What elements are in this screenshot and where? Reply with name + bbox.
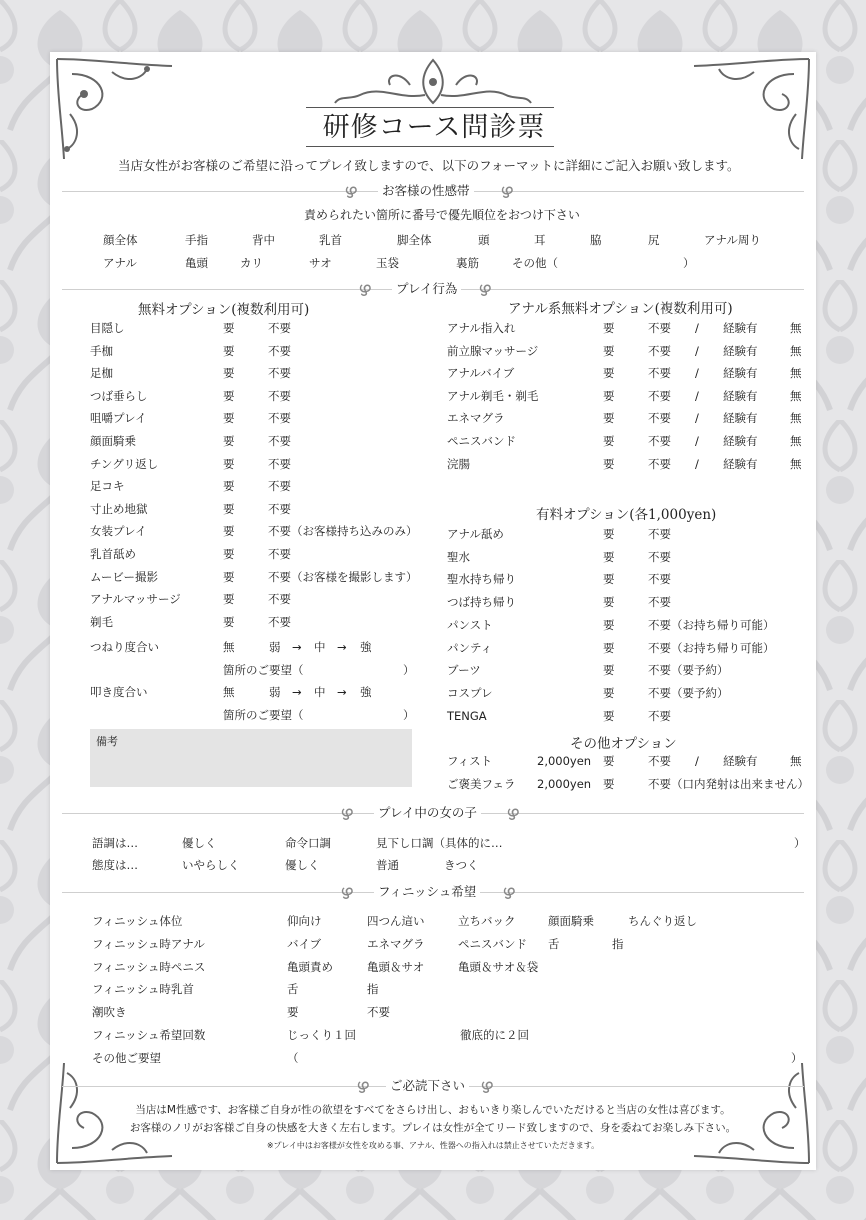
note-line-small: ※プレイ中はお客様が女性を攻める事、アナル、性器への指入れは禁止させていただきます。 [266,1141,600,1150]
erogenous-option[interactable]: 耳 [534,233,546,247]
option-no[interactable]: 不要 [268,456,291,471]
finish-option[interactable]: 要 [287,1005,299,1020]
erogenous-option[interactable]: 玉袋 [376,256,399,270]
other-options-title: その他オプション [570,736,677,752]
option-yes[interactable]: 要 [603,640,615,655]
finish-option[interactable]: エネマグラ [367,936,425,951]
option-yes[interactable]: 要 [603,456,615,471]
option-no[interactable]: 不要 [268,501,291,516]
option-no[interactable]: 不要 [648,456,671,471]
option-no[interactable]: 不要 [268,547,291,561]
free-option-name: 寸止め地獄 [90,501,148,516]
free-option-name: 咀嚼プレイ [90,411,147,426]
option-no[interactable]: 不要（口内発射は出来ません） [648,777,809,791]
option-no[interactable]: 不要（お客様持ち込みのみ） [268,524,418,539]
option-none[interactable]: 無 [790,411,802,426]
corner-ornament-top-left [52,54,182,164]
free-option-name: 剃毛 [90,614,113,629]
free-option-name: 目隠し [90,321,125,335]
finish-option[interactable]: 四つん這い [367,914,425,928]
pinch-place-label[interactable]: 箇所のご要望（ [223,663,304,677]
finish-option[interactable]: 立ちバック [458,914,516,928]
option-no[interactable]: 不要 [648,366,671,381]
erogenous-option[interactable]: 脚全体 [397,233,432,247]
finish-option[interactable]: 亀頭責め [287,959,333,974]
slash: / [695,388,699,403]
other-option-price: 2,000yen [537,754,592,768]
finish-row-label: フィニッシュ時ペニス [92,959,206,974]
option-yes[interactable]: 要 [223,366,235,381]
note-line: お客様のノリがお客様ご自身の快感を大きく左右します。プレイは女性が全てリード致しますので、身を委ねてお楽しみ下さい。 [129,1122,737,1134]
option-experienced[interactable]: 経験有 [723,388,758,403]
paid-option-name: パンスト [447,617,493,632]
option-no[interactable]: 不要 [648,527,671,541]
finish-row-label: フィニッシュ希望回数 [92,1028,206,1042]
swirl-left-icon: ഴ [358,277,371,301]
arrow-icon: → [337,685,347,699]
swirl-left-icon: ഴ [340,880,353,904]
swirl-right-icon: ഴ [500,179,513,203]
arrow-icon: → [292,640,302,654]
finish-option[interactable]: 徹底的に２回 [460,1028,529,1042]
erogenous-option[interactable]: 背中 [252,233,275,247]
option-no[interactable]: 不要 [268,321,291,335]
option-no[interactable]: 不要 [268,614,291,629]
intro-text: 当店女性がお客様のご希望に沿ってプレイ致しますので、以下のフォーマットに詳細にご記入お願い致します。 [118,158,740,173]
corner-ornament-top-right [684,54,814,164]
option-no[interactable]: 不要 [648,572,671,587]
option-none[interactable]: 無 [790,434,802,448]
option-no[interactable]: 不要 [268,434,291,448]
finish-option[interactable]: 顔面騎乗 [548,914,594,928]
title-rule-top [306,107,554,108]
paid-option-name: ブーツ [447,663,481,678]
erogenous-instruction: 責められたい箇所に番号で優先順位をおつけ下さい [304,208,580,222]
attitude-option[interactable]: 優しく [285,858,320,872]
free-option-name: 手枷 [90,343,113,358]
free-options-title: 無料オプション(複数利用可) [138,302,310,318]
free-option-name: アナルマッサージ [90,592,181,607]
finish-option[interactable]: じっくり１回 [287,1028,356,1042]
pinch-place-close: ） [403,663,415,677]
tone-label: 語調は… [92,836,138,850]
arrow-icon: → [292,685,302,699]
option-yes[interactable]: 要 [603,663,615,678]
erogenous-option[interactable]: 亀頭 [185,256,208,270]
finish-option[interactable]: ちんぐり返し [628,914,697,928]
erogenous-other-close: ） [683,256,695,270]
swirl-right-icon: ഴ [478,277,491,301]
memo-label: 備考 [96,735,118,748]
finish-option[interactable]: ペニスバンド [458,936,527,951]
option-yes[interactable]: 要 [603,595,615,610]
erogenous-option[interactable]: 頭 [478,233,490,247]
option-experienced[interactable]: 経験有 [723,456,758,471]
free-option-name: 足コキ [90,479,125,494]
option-yes[interactable]: 要 [223,321,235,335]
option-no[interactable]: 不要 [268,479,291,494]
option-yes[interactable]: 要 [603,321,615,335]
finish-option[interactable]: 指 [612,936,624,951]
finish-option[interactable]: 亀頭＆サオ [367,959,425,974]
anal-option-name: アナル指入れ [447,321,516,335]
anal-option-name: エネマグラ [447,411,505,426]
finish-option[interactable]: バイブ [287,936,322,951]
memo-box[interactable] [90,729,412,787]
erogenous-other-open[interactable]: その他（ [512,256,558,270]
other-option-name: ご褒美フェラ [447,777,516,791]
pinch-level[interactable]: 強 [360,640,372,654]
option-yes[interactable]: 要 [223,411,235,426]
option-experienced[interactable]: 経験有 [723,754,758,768]
anal-option-name: 前立腺マッサージ [447,343,539,358]
swirl-right-icon: ഴ [480,1074,493,1098]
paid-option-name: 聖水 [447,549,470,564]
slap-place-label[interactable]: 箇所のご要望（ [223,708,304,722]
section-title-erogenous: お客様の性感帯 [378,183,474,199]
option-yes[interactable]: 要 [223,614,235,629]
option-no[interactable]: 不要（要予約） [648,663,729,678]
finish-paren: （ [287,1050,299,1065]
option-yes[interactable]: 要 [603,411,615,426]
finish-option[interactable]: 亀頭＆サオ＆袋 [458,959,539,974]
paid-option-name: つば持ち帰り [447,595,516,610]
slash: / [695,456,699,471]
attitude-label: 態度は… [92,858,138,872]
paid-option-name: パンティ [447,640,493,655]
option-no[interactable]: 不要 [648,595,671,610]
tone-close: ） [794,836,806,850]
attitude-option[interactable]: いやらしく [182,858,240,872]
option-experienced[interactable]: 経験有 [723,321,758,335]
section-title-girl: プレイ中の女の子 [374,805,481,821]
option-no[interactable]: 不要（要予約） [648,685,729,700]
option-yes[interactable]: 要 [223,388,235,403]
slash: / [695,343,699,358]
option-yes[interactable]: 要 [603,388,615,403]
swirl-left-icon: ഴ [340,801,353,825]
option-yes[interactable]: 要 [223,501,235,516]
option-yes[interactable]: 要 [223,569,235,584]
option-yes[interactable]: 要 [603,685,615,700]
slap-level[interactable]: 弱 [269,685,281,699]
option-yes[interactable]: 要 [603,617,615,632]
option-yes[interactable]: 要 [223,343,235,358]
slash: / [695,411,699,426]
finish-option[interactable]: 指 [367,982,379,997]
finish-option[interactable]: 舌 [548,936,560,951]
option-no[interactable]: 不要（お持ち帰り可能） [648,617,775,632]
paid-option-name: TENGA [447,708,487,723]
other-option-name: フィスト [447,754,493,768]
free-option-name: 女装プレイ [90,524,147,539]
paid-option-name: コスプレ [447,685,493,700]
pinch-level[interactable]: 無 [223,640,235,654]
option-experienced[interactable]: 経験有 [723,343,758,358]
option-no[interactable]: 不要（お客様を撮影します） [268,569,418,584]
option-yes[interactable]: 要 [603,777,615,791]
option-none[interactable]: 無 [790,321,802,335]
free-option-name: ムービー撮影 [90,569,158,584]
swirl-right-icon: ഴ [506,801,519,825]
paid-option-name: アナル舐め [447,527,504,541]
option-yes[interactable]: 要 [603,708,615,723]
option-yes[interactable]: 要 [603,366,615,381]
finish-row-label: フィニッシュ体位 [92,914,183,928]
erogenous-option[interactable]: 尻 [648,233,660,247]
slap-level[interactable]: 無 [223,685,235,699]
slap-label: 叩き度合い [90,685,148,699]
option-none[interactable]: 無 [790,388,802,403]
paid-options-title: 有料オプション(各1,000yen) [536,507,717,523]
option-no[interactable]: 不要 [268,366,291,381]
slash: / [695,754,699,768]
attitude-option[interactable]: きつく [444,858,479,872]
option-no[interactable]: 不要 [268,388,291,403]
option-no[interactable]: 不要（お持ち帰り可能） [648,640,775,655]
erogenous-option[interactable]: 脇 [590,233,602,247]
swirl-left-icon: ഴ [356,1074,369,1098]
option-experienced[interactable]: 経験有 [723,434,758,448]
option-none[interactable]: 無 [790,343,802,358]
pinch-level[interactable]: 中 [314,640,326,654]
erogenous-option[interactable]: カリ [240,256,263,270]
option-no[interactable]: 不要 [268,411,291,426]
option-no[interactable]: 不要 [648,549,671,564]
slap-level[interactable]: 強 [360,685,372,699]
option-no[interactable]: 不要 [648,434,671,448]
finish-option[interactable]: 舌 [287,982,299,997]
option-yes[interactable]: 要 [603,572,615,587]
finish-option[interactable]: 仰向け [287,914,322,928]
finish-row-label: 潮吹き [92,1005,127,1020]
option-no[interactable]: 不要 [648,388,671,403]
option-yes[interactable]: 要 [603,527,615,541]
finish-row-label: フィニッシュ時乳首 [92,982,194,997]
erogenous-option[interactable]: アナル [103,256,137,270]
anal-option-name: ペニスバンド [447,434,516,448]
option-experienced[interactable]: 経験有 [723,366,758,381]
anal-option-name: 浣腸 [447,456,470,471]
tone-option[interactable]: 優しく [182,836,217,850]
finish-row-label: その他ご要望 [92,1050,161,1065]
tone-option[interactable]: 見下し口調（具体的に… [376,836,503,850]
option-experienced[interactable]: 経験有 [723,411,758,426]
option-no[interactable]: 不要 [648,708,671,723]
erogenous-option[interactable]: サオ [309,256,332,270]
option-no[interactable]: 不要 [648,754,671,768]
free-option-name: 顔面騎乗 [90,434,136,448]
arrow-icon: → [337,640,347,654]
anal-option-name: アナル剃毛・剃毛 [447,388,539,403]
erogenous-option[interactable]: 顔全体 [103,233,138,247]
finish-row-label: フィニッシュ時アナル [92,936,205,951]
option-yes[interactable]: 要 [223,592,235,607]
option-no[interactable]: 不要 [268,343,291,358]
anal-option-name: アナルバイブ [447,366,515,381]
slap-level[interactable]: 中 [314,685,326,699]
section-title-finish: フィニッシュ希望 [374,884,480,900]
attitude-option[interactable]: 普通 [376,858,399,872]
erogenous-option[interactable]: 手指 [185,233,208,247]
option-no[interactable]: 不要 [648,411,671,426]
option-none[interactable]: 無 [790,456,802,471]
free-option-name: 乳首舐め [90,547,136,561]
option-yes[interactable]: 要 [603,754,615,768]
option-no[interactable]: 不要 [648,343,671,358]
erogenous-option[interactable]: 乳首 [319,233,342,247]
option-no[interactable]: 不要 [648,321,671,335]
free-option-name: 足枷 [90,366,113,381]
anal-options-title: アナル系無料オプション(複数利用可) [508,301,733,317]
other-option-price: 2,000yen [537,777,592,791]
swirl-right-icon: ഴ [502,880,515,904]
free-option-name: つば垂らし [90,388,148,403]
page-title: 研修コース問診票 [322,112,546,143]
title-rule-bottom [306,146,554,147]
slash: / [695,366,699,381]
option-yes[interactable]: 要 [223,547,235,561]
free-option-name: チングリ返し [90,456,159,471]
option-no[interactable]: 不要 [268,592,291,607]
erogenous-option[interactable]: 裏筋 [456,256,479,270]
option-yes[interactable]: 要 [223,434,235,448]
option-yes[interactable]: 要 [223,524,235,539]
finish-paren: ） [791,1050,803,1065]
slash: / [695,434,699,448]
slash: / [695,321,699,335]
option-yes[interactable]: 要 [603,434,615,448]
erogenous-option[interactable]: アナル周り [704,233,761,247]
paid-option-name: 聖水持ち帰り [447,572,516,587]
option-yes[interactable]: 要 [223,479,235,494]
tone-option[interactable]: 命令口調 [285,836,331,850]
finish-option[interactable]: 不要 [367,1005,390,1020]
title-crest-ornament [330,55,536,107]
option-yes[interactable]: 要 [223,456,235,471]
option-yes[interactable]: 要 [603,343,615,358]
swirl-left-icon: ഴ [344,179,357,203]
option-none[interactable]: 無 [790,366,802,381]
option-none[interactable]: 無 [790,754,802,768]
option-yes[interactable]: 要 [603,549,615,564]
section-title-read: ご必読下さい [386,1078,469,1094]
pinch-label: つねり度合い [90,640,159,654]
note-line: 当店はM性感です、お客様ご自身が性の欲望をすべてをさらけ出し、おもいきり楽しんでいただけると当店の女性は喜びます。 [135,1104,731,1116]
slap-place-close: ） [403,708,415,722]
section-title-play: プレイ行為 [392,281,461,297]
pinch-level[interactable]: 弱 [269,640,281,654]
